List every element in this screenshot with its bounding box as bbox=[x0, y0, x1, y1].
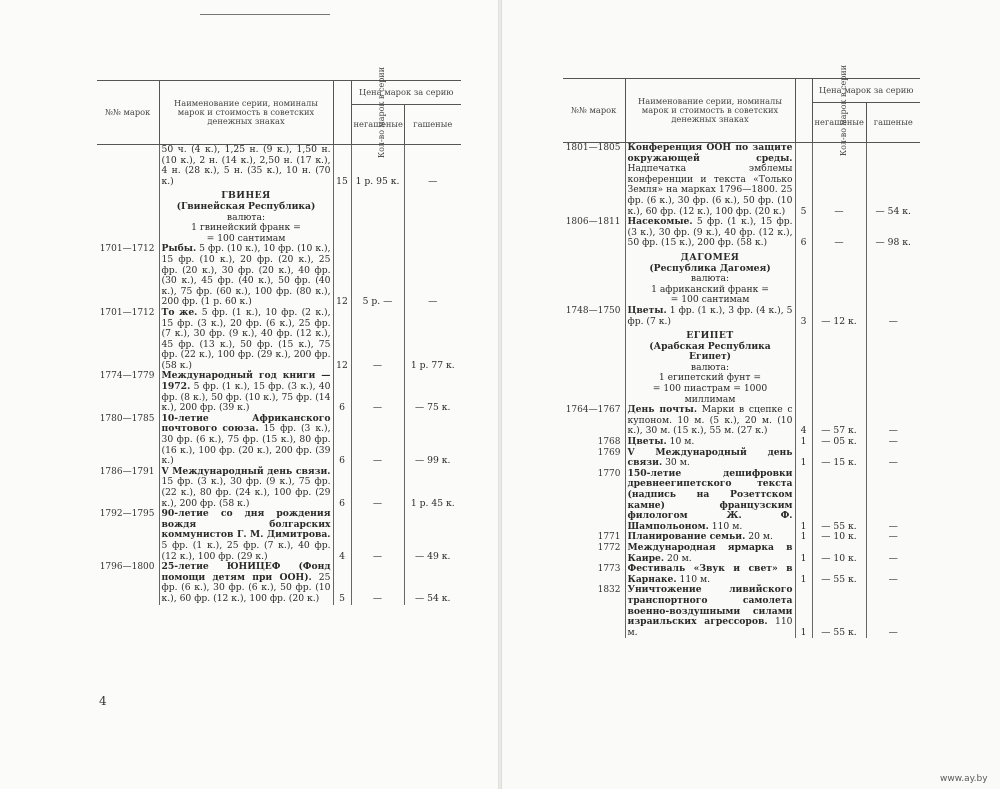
price-unused: — 15 к. bbox=[812, 448, 866, 469]
stamp-count: 5 bbox=[795, 143, 812, 218]
header-name: Наименование серии, номиналы марок и стоимость в советских денежных знаках bbox=[159, 81, 333, 145]
series-description bbox=[625, 306, 795, 327]
price-used: — bbox=[888, 436, 898, 448]
price-unused: — 57 к. bbox=[812, 405, 866, 437]
table-row bbox=[563, 543, 920, 564]
price-unused: — 10 к. bbox=[812, 532, 866, 543]
series-title: Рыбы. bbox=[161, 243, 197, 255]
stamp-count: 1 bbox=[795, 469, 812, 533]
stamp-number: 1792—1795 bbox=[99, 509, 155, 520]
header-number: №№ марок bbox=[97, 81, 159, 145]
price-used: 1 р. 77 к. bbox=[410, 359, 455, 371]
stamp-number: 1768 bbox=[597, 437, 621, 448]
section-cell bbox=[159, 187, 333, 244]
currency-line: 1 египетский фунт = bbox=[658, 372, 762, 384]
page-number: 4 bbox=[99, 694, 107, 708]
stamp-number: 1772 bbox=[597, 542, 621, 553]
price-unused: — bbox=[351, 467, 404, 509]
stamp-number: 1806—1811 bbox=[565, 217, 621, 228]
stamp-count: 6 bbox=[333, 414, 351, 467]
stamp-count: 1 bbox=[795, 585, 812, 638]
table-row bbox=[563, 448, 920, 469]
series-description bbox=[625, 469, 795, 533]
series-denominations: 25 фр. (6 к.), 30 фр. (6 к.), 50 фр. (10 к.), 60 фр. (12 к.), 100 фр. (20 к.) bbox=[161, 571, 331, 604]
series-denominations: 30 м. bbox=[665, 457, 690, 469]
watermark: www.ay.by bbox=[940, 774, 988, 784]
series-title: Международный год книги — 1972. bbox=[161, 370, 331, 393]
empty-unused-cell bbox=[351, 187, 404, 244]
right-stamp-table bbox=[563, 64, 920, 638]
series-title: V Международный день связи. bbox=[161, 465, 331, 477]
left-stamp-table bbox=[97, 66, 461, 605]
stamp-count: 1 bbox=[795, 564, 812, 585]
series-description bbox=[159, 145, 333, 188]
series-title: 10-летие Африканского почтового союза. bbox=[161, 412, 331, 435]
price-used: — bbox=[888, 315, 898, 327]
empty-quantity-cell bbox=[333, 187, 351, 244]
empty-quantity-cell bbox=[795, 327, 812, 405]
series-title: Международная ярмарка в Каире. bbox=[627, 541, 793, 564]
stamp-count: 4 bbox=[795, 405, 812, 437]
table-row bbox=[563, 469, 920, 533]
price-unused: — 55 к. bbox=[812, 585, 866, 638]
header-unused: негашеные bbox=[351, 105, 404, 145]
price-unused: — 10 к. bbox=[812, 543, 866, 564]
series-description bbox=[159, 509, 333, 562]
price-used: — 75 к. bbox=[415, 402, 451, 414]
stamp-count: 12 bbox=[333, 308, 351, 372]
series-description bbox=[159, 414, 333, 467]
table-row bbox=[97, 371, 461, 413]
currency-line: = 100 пиастрам = 1000 миллимам bbox=[652, 383, 768, 405]
price-used: — 54 к. bbox=[875, 205, 911, 217]
header-unused: негашеные bbox=[812, 103, 866, 143]
header-price: Цена марок за серию bbox=[351, 81, 461, 105]
series-description bbox=[159, 562, 333, 604]
table-row bbox=[563, 217, 920, 249]
header-quantity-text: Кол-во марок в серии bbox=[376, 66, 386, 158]
empty-unused-cell bbox=[812, 249, 866, 306]
stamp-number: 1748—1750 bbox=[565, 305, 621, 316]
table-row bbox=[563, 143, 920, 218]
stamp-number: 1774—1779 bbox=[99, 371, 155, 382]
currency-line: 1 гвинейский франк = bbox=[191, 222, 301, 234]
table-row bbox=[563, 306, 920, 327]
series-title: 25-летие ЮНИЦЕФ (Фонд помощи детям при ООН). bbox=[161, 561, 331, 583]
stamp-number: 1780—1785 bbox=[99, 413, 155, 424]
price-used: — 54 к. bbox=[415, 592, 451, 604]
stamp-count: 6 bbox=[333, 467, 351, 509]
stamp-count: 4 bbox=[333, 509, 351, 562]
price-used: — bbox=[888, 573, 898, 585]
empty-number-cell bbox=[563, 249, 625, 306]
top-rule bbox=[200, 14, 330, 15]
empty-used-cell bbox=[404, 187, 461, 244]
right-table-body bbox=[563, 143, 920, 639]
price-used: — 49 к. bbox=[415, 550, 451, 562]
header-used: гашеные bbox=[866, 103, 920, 143]
header-name: Наименование серии, номиналы марок и стоимость в советских денежных знаках bbox=[625, 79, 795, 143]
series-title: 90-летие со дня рождения вождя болгарских коммунистов Г. М. Димитрова. bbox=[161, 508, 331, 541]
stamp-count: 1 bbox=[795, 532, 812, 543]
country-subtitle: (Гвинейская Республика) bbox=[176, 200, 316, 212]
series-description bbox=[159, 308, 333, 372]
series-title: То же. bbox=[161, 306, 198, 318]
series-denominations: 5 фр. (1 к.), 25 фр. (7 к.), 40 фр. (12 к.), 100 фр. (29 к.) bbox=[161, 539, 331, 562]
price-used: — bbox=[888, 457, 898, 469]
stamp-count: 1 bbox=[795, 543, 812, 564]
header-quantity-text: Кол-во марок в серии bbox=[838, 64, 848, 156]
series-denominations: 5 фр. (1 к.), 15 фр. (3 к.), 40 фр. (8 к.), 50 фр. (10 к.), 75 фр. (14 к.), 200 фр. (39 к.) bbox=[161, 381, 331, 414]
series-description bbox=[625, 448, 795, 469]
price-unused: 1 р. 95 к. bbox=[351, 145, 404, 188]
series-description bbox=[159, 244, 333, 308]
price-unused: — 12 к. bbox=[812, 306, 866, 327]
country-title: ЕГИПЕТ bbox=[686, 330, 734, 342]
price-used: — 99 к. bbox=[415, 455, 451, 467]
series-description bbox=[625, 543, 795, 564]
empty-used-cell bbox=[866, 327, 920, 405]
series-title: V Международный день связи. bbox=[627, 446, 793, 469]
price-used: 1 р. 45 к. bbox=[410, 497, 455, 509]
table-row bbox=[97, 467, 461, 509]
series-denominations: 110 м. bbox=[711, 520, 743, 532]
series-title: Конференция ООН по защите окружающей среды. bbox=[627, 142, 793, 164]
price-unused: — 05 к. bbox=[812, 437, 866, 448]
stamp-number: 1764—1767 bbox=[565, 405, 621, 416]
currency-line: валюта: bbox=[690, 273, 730, 285]
series-description bbox=[625, 564, 795, 585]
stamp-count: 3 bbox=[795, 306, 812, 327]
country-subtitle: (Арабская Республика Египет) bbox=[649, 340, 771, 363]
series-denominations: 5 фр. (1 к.), 15 фр. (3 к.), 30 фр. (9 к.), 40 фр. (12 к.), 50 фр. (15 к.), 200 фр. (58 к.) bbox=[627, 216, 793, 249]
series-description bbox=[159, 371, 333, 413]
series-denominations: 5 фр. (10 к.), 10 фр. (10 к.), 15 фр. (10 к.), 20 фр. (20 к.), 25 фр. (20 к.), 30 фр. (20 к.), 40 фр. (30 к.), 45 фр. (40 к.), 50 фр. (40 к.), 75 фр. (60 к.), 100 фр. (80 к.), 200 фр. (1 р. 60 к.) bbox=[161, 243, 331, 308]
series-denominations: 1 фр. (1 к.), 3 фр. (4 к.), 5 фр. (7 к.) bbox=[627, 304, 793, 327]
series-description bbox=[159, 467, 333, 509]
country-subtitle: (Республика Дагомея) bbox=[649, 262, 771, 274]
series-denominations: 110 м. bbox=[627, 616, 793, 638]
price-used: — bbox=[428, 175, 438, 187]
table-row bbox=[97, 414, 461, 467]
price-unused: — bbox=[351, 371, 404, 413]
series-denominations: 20 м. bbox=[667, 552, 692, 564]
stamp-count: 1 bbox=[795, 437, 812, 448]
stamp-count: 12 bbox=[333, 244, 351, 308]
stamp-number: 1801—1805 bbox=[565, 143, 621, 153]
price-unused: — bbox=[351, 509, 404, 562]
table-row bbox=[563, 585, 920, 638]
price-unused: — 55 к. bbox=[812, 469, 866, 533]
series-description bbox=[625, 585, 795, 638]
series-description bbox=[625, 217, 795, 249]
series-denominations: 15 фр. (3 к.), 30 фр. (6 к.), 75 фр. (15 к.), 80 фр. (16 к.), 100 фр. (20 к.), 200 фр. (39 к.) bbox=[161, 423, 331, 467]
table-row bbox=[97, 562, 461, 604]
price-used: — bbox=[888, 425, 898, 437]
empty-unused-cell bbox=[812, 327, 866, 405]
section-cell bbox=[625, 249, 795, 306]
price-unused: — 55 к. bbox=[812, 564, 866, 585]
stamp-number: 1701—1712 bbox=[99, 307, 155, 318]
country-section bbox=[97, 187, 461, 244]
currency-line: = 100 сантимам bbox=[206, 232, 286, 244]
table-row bbox=[97, 509, 461, 562]
header-number: №№ марок bbox=[563, 79, 625, 143]
series-title: Цветы. bbox=[627, 304, 667, 316]
price-unused: — bbox=[351, 414, 404, 467]
empty-number-cell bbox=[97, 187, 159, 244]
series-title: Уничтожение ливийского транспортного самолета военно-воздушными силами израильских агрессоров. bbox=[627, 584, 793, 628]
stamp-number: 1832 bbox=[597, 585, 621, 596]
table-row bbox=[563, 405, 920, 437]
left-table-body bbox=[97, 145, 461, 605]
price-used: — bbox=[428, 296, 438, 308]
price-unused: — bbox=[351, 308, 404, 372]
series-denominations: 50 ч. (4 к.), 1,25 н. (9 к.), 1,50 н. (10 к.), 2 н. (14 к.), 2,50 н. (17 к.), 4 н. (28 к.), 5 н. (35 к.), 10 н. (70 к.) bbox=[161, 144, 331, 187]
header-price: Цена марок за серию bbox=[812, 79, 920, 103]
stamp-number: 1770 bbox=[597, 468, 621, 479]
series-title: Насекомые. bbox=[627, 216, 693, 228]
table-row bbox=[97, 244, 461, 308]
stamp-count: 6 bbox=[795, 217, 812, 249]
currency-line: валюта: bbox=[226, 211, 266, 223]
table-row bbox=[97, 308, 461, 372]
price-used: — bbox=[888, 552, 898, 564]
table-row bbox=[97, 145, 461, 188]
header-used: гашеные bbox=[404, 105, 461, 145]
price-used: — bbox=[888, 520, 898, 532]
stamp-number: 1796—1800 bbox=[99, 562, 155, 573]
price-unused: — bbox=[812, 143, 866, 218]
stamp-count: 6 bbox=[333, 371, 351, 413]
stamp-count: 5 bbox=[333, 562, 351, 604]
price-unused: — bbox=[351, 562, 404, 604]
empty-quantity-cell bbox=[795, 249, 812, 306]
stamp-count: 15 bbox=[333, 145, 351, 188]
currency-line: = 100 сантимам bbox=[670, 294, 750, 306]
series-denominations: 5 фр. (1 к.), 10 фр. (2 к.), 15 фр. (3 к.), 20 фр. (6 к.), 25 фр. (7 к.), 30 фр. (9 к.), 40 фр. (12 к.), 45 фр. (13 к.), 50 фр. (15 к.), 75 фр. (22 к.), 100 фр. (29 к.), 200 фр. (58 к.) bbox=[161, 306, 331, 371]
country-section bbox=[563, 327, 920, 405]
series-denominations: 10 м. bbox=[669, 436, 695, 448]
stamp-number: 1769 bbox=[597, 447, 621, 458]
series-description bbox=[625, 405, 795, 437]
price-used: — 98 к. bbox=[875, 237, 911, 249]
section-cell bbox=[625, 327, 795, 405]
country-title: ГВИНЕЯ bbox=[221, 190, 271, 202]
stamp-number: 1771 bbox=[597, 532, 621, 543]
empty-used-cell bbox=[866, 249, 920, 306]
series-denominations: 20 м. bbox=[748, 531, 773, 543]
currency-line: валюта: bbox=[690, 361, 730, 373]
empty-number-cell bbox=[563, 327, 625, 405]
series-title: Цветы. bbox=[627, 436, 667, 448]
series-denominations: 15 фр. (3 к.), 30 фр. (9 к.), 75 фр. (22 к.), 80 фр. (24 к.), 100 фр. (29 к.), 200 фр. (58 к.) bbox=[161, 476, 331, 509]
stamp-number bbox=[97, 145, 159, 188]
series-description bbox=[625, 143, 795, 218]
country-title: ДАГОМЕЯ bbox=[680, 251, 740, 263]
price-used: — bbox=[888, 626, 898, 638]
stamp-number: 1701—1712 bbox=[99, 244, 155, 255]
series-denominations: Марки в сцепке с купоном. 10 м. (5 к.), 20 м. (10 к.), 30 м. (15 к.), 55 м. (27 к.) bbox=[627, 404, 793, 437]
series-denominations: Надпечатка эмблемы конференции и текста «Только Земля» на марках 1796—1800. 25 фр. (6 к.), 30 фр. (6 к.), 50 фр. (10 к.), 60 фр. (12 к.), 100 фр. (20 к.) bbox=[627, 163, 793, 217]
stamp-count: 1 bbox=[795, 448, 812, 469]
stamp-number: 1786—1791 bbox=[99, 466, 155, 477]
table-row bbox=[563, 564, 920, 585]
price-unused: 5 р. — bbox=[351, 244, 404, 308]
series-title: Планирование семьи. bbox=[627, 531, 746, 543]
price-used: — bbox=[888, 531, 898, 543]
series-denominations: 110 м. bbox=[679, 573, 711, 585]
price-unused: — bbox=[812, 217, 866, 249]
series-title: 150-летие дешифровки древнеегипетского текста (надпись на Розеттском камне) французским филологом Ж. Ф. Шампольоном. bbox=[627, 467, 793, 532]
country-section bbox=[563, 249, 920, 306]
series-title: Фестиваль «Звук и свет» в Карнаке. bbox=[627, 563, 793, 585]
currency-line: 1 африканский франк = bbox=[651, 283, 769, 295]
stamp-number: 1773 bbox=[597, 564, 621, 575]
page-fold bbox=[498, 0, 502, 789]
series-title: День почты. bbox=[627, 404, 698, 416]
